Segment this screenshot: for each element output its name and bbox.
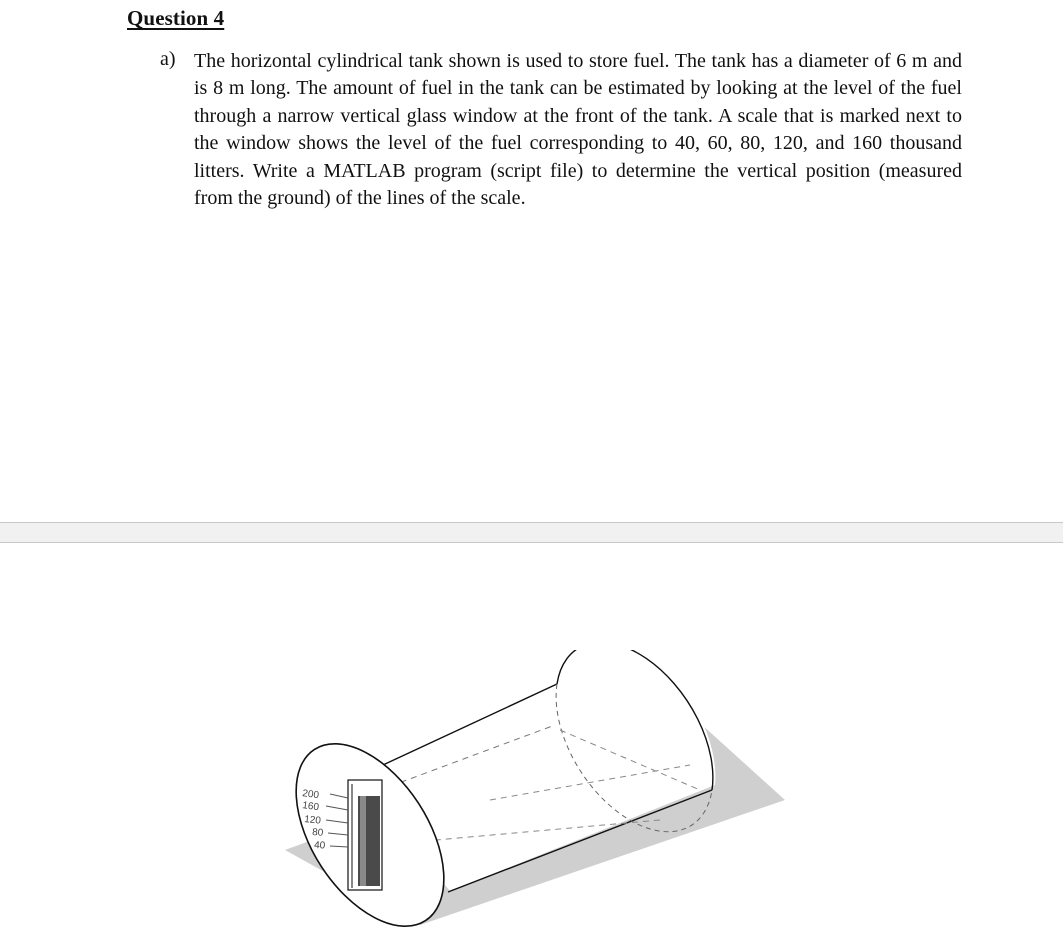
scale-label: 120 bbox=[303, 814, 322, 827]
scale-label: 40 bbox=[313, 840, 326, 852]
tank-figure bbox=[260, 650, 800, 930]
glass-window-highlight bbox=[360, 796, 366, 886]
page-separator bbox=[0, 522, 1063, 543]
question-text: The horizontal cylindrical tank shown is used to store fuel. The tank has a diameter of 6 m and is 8 m long. The amount of fuel in the tank can be estimated by looking at the level of the fuel through a narrow vertical glass window at the front of the tank. A scale that is marked next to the window shows the level of the fuel corresponding to 40, 60, 80, 120, and 160 thousand litters. Write a MATLAB program (script file) to determine the vertical position (measured from the ground) of the lines of the scale. bbox=[194, 50, 962, 210]
part-label: a) bbox=[160, 48, 176, 70]
scale-label: 80 bbox=[311, 827, 324, 839]
scale-label: 160 bbox=[301, 800, 320, 814]
scale-label: 200 bbox=[301, 788, 320, 802]
question-title: Question 4 bbox=[127, 6, 225, 30]
